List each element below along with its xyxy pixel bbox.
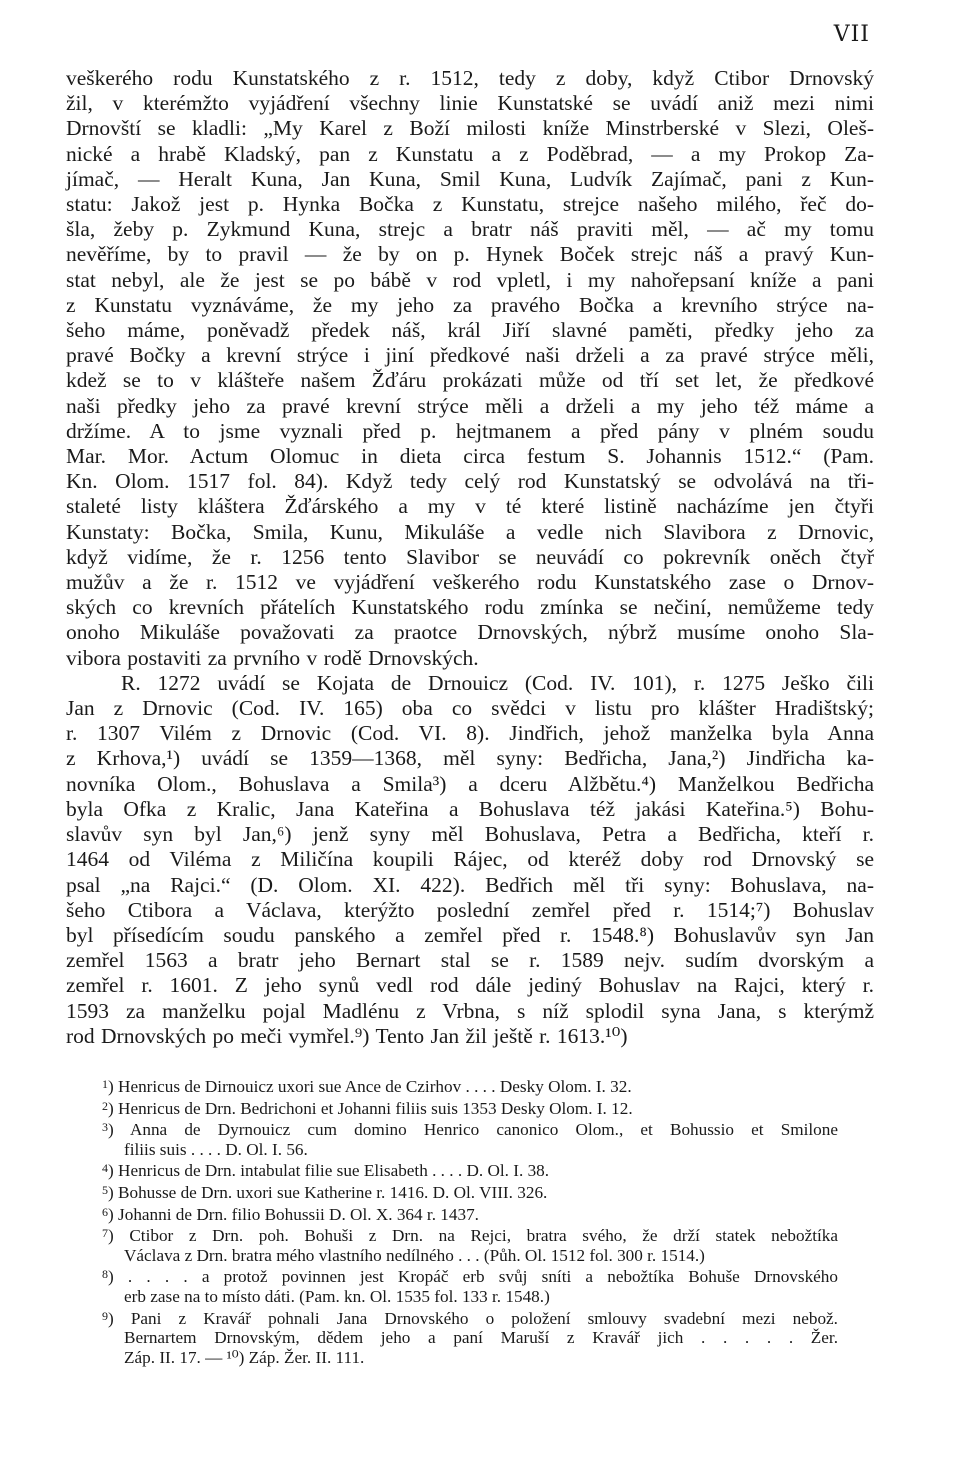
text-line: šla, žeby p. Zykmund Kuna, strejc a bratr náš praviti měl, — ač my tomu (66, 217, 874, 242)
footnote-text: filiis suis . . . . D. Ol. I. 56. (124, 1139, 308, 1159)
text-line: vibora postaviti za prvního v rodě Drnovských. (66, 645, 479, 670)
footnote-text: Henricus de Dirnouicz uxori sue Ance de Czirhov . . . . Desky Olom. I. 32. (118, 1077, 632, 1096)
text-line: šeho máme, poněvadž předek náš, král Jiří slavné paměti, předky jeho za (66, 318, 874, 343)
footnote-mark: 9 (102, 1308, 108, 1323)
text-line: naši předky jeho za pravé krevní strýce měli a drželi a my jeho též máme a (66, 393, 874, 418)
footnote-line: $^5$) Bohusse de Drn. uxori sue Katherine r. 1416. D. Ol. VIII. 326. (102, 1182, 548, 1202)
footnote-text: Henricus de Drn. intabulat filie sue Elisabeth . . . . D. Ol. I. 38. (118, 1161, 550, 1181)
footnote-line (102, 1140, 838, 1160)
text-line: rod Drnovských po meči vymřel.⁹) Tento Jan žil ještě r. 1613.¹⁰) (66, 1023, 628, 1048)
text-line: žil, v kterémžto vyjádření všechny linie Kunstatské se uvádí aniž mezi nimi (66, 91, 874, 116)
footnote-mark: 7 (102, 1226, 108, 1241)
footnote-mark: 8 (102, 1267, 108, 1282)
text-line: onoho Mikuláše považovati za praotce Drnovských, nýbrž musíme onoho Sla- (66, 620, 874, 645)
text-line: Jan z Drnovic (Cod. IV. 165) oba co svědci v listu pro klášter Hradištský; (66, 696, 874, 721)
footnote-mark: 1 (102, 1077, 108, 1091)
text-line: Kn. Olom. 1517 fol. 84). Když tedy celý rod Kunstatský se odvolává na tři- (66, 469, 874, 494)
footnote-text: . . . . a protož povinnen jest Kropáč erb svůj sníti a nebožtíka Bohuše Drnovského (127, 1267, 838, 1287)
text-line: R. 1272 uvádí se Kojata de Drnouicz (Cod. IV. 101), r. 1275 Ješko čili (121, 670, 874, 695)
footnote-line: $^9$) Pani z Kravář pohnali Jana Drnovského o položení smlouvy svadební mezi nebož. (102, 1308, 838, 1328)
footnote-mark: 5 (102, 1182, 108, 1197)
text-line: 1593 za manželku pojal Madlénu z Vrbna, s níž splodil syna Jana, s kterýmž (66, 998, 874, 1023)
text-line: kdež se to v klášteře našem Žďáru prokázati může od tří set let, že předkové (66, 368, 874, 393)
footnote-line: $^6$) Johanni de Drn. filio Bohussii D. Ol. X. 364 r. 1437. (102, 1204, 479, 1224)
text-line: slavův syn byl Jan,⁶) jenž syny měl Bohuslava, Petra a Bedřicha, kteří r. (66, 822, 874, 847)
text-line: jímač, — Heralt Kuna, Jan Kuna, Smil Kuna, Ludvík Zajímač, pani z Kun- (66, 166, 874, 191)
text-line: ských co krevních přátelích Kunstatského rodu zmínka se nečiní, nemůžeme tedy (66, 595, 874, 620)
text-line: Drnovští se kladli: „My Karel z Boží milosti kníže Minstrberské v Slezi, Oleš- (66, 116, 874, 141)
text-line: psal „na Rajci.“ (D. Olom. XI. 422). Bedřich měl tři syny: Bohuslava, na- (66, 872, 874, 897)
text-line: byla Ofka z Kralic, Jana Kateřina a Bohuslava též jakási Kateřina.⁵) Bohu- (66, 796, 874, 821)
footnote-text: Bernartem Drnovským, dědem jeho a paní Maruší z Kravář jich . . . . . Žer. (124, 1328, 838, 1348)
footnote-line: $^7$) Ctibor z Drn. poh. Bohuši z Drn. na Rejci, bratra svého, že drží statek nebožtíka (102, 1226, 838, 1246)
text-line: zemřel 1563 a bratr jeho Bernart stal se r. 1589 nejv. sudím dvorským a (66, 948, 874, 973)
text-line: veškerého rodu Kunstatského z r. 1512, tedy z doby, když Ctibor Drnovský (66, 66, 874, 90)
text-line: byl přísedícím soudu panského a zemřel před r. 1548.⁸) Bohuslavův syn Jan (66, 922, 874, 947)
text-line: nické a hrabě Kladský, pan z Kunstatu a z Poděbrad, — a my Prokop Za- (66, 141, 874, 166)
footnotes (102, 1075, 838, 1367)
footnote-text: Johanni de Drn. filio Bohussii D. Ol. X. 364 r. 1437. (118, 1204, 479, 1224)
text-line: když vidíme, že r. 1256 tento Slavibor se neuvádí co pokrevník oněch čtyř (66, 544, 874, 569)
text-line: Mar. Mor. Actum Olomuc in dieta circa festum S. Johannis 1512.“ (Pam. (66, 444, 874, 469)
footnote-line: $^1$) Henricus de Dirnouicz uxori sue Ance de Czirhov . . . . Desky Olom. I. 32. (102, 1077, 632, 1096)
footnote-line (102, 1328, 838, 1348)
text-line: staleté listy kláštera Žďárského a my v té které listině nacházíme jen čtyři (66, 494, 874, 519)
text-line: zemřel r. 1601. Z jeho synů vedl rod dále jediný Bohuslav na Rajci, který r. (66, 973, 874, 998)
footnote-text: Ctibor z Drn. poh. Bohuši z Drn. na Rejci, bratra svého, že drží statek nebožtíka (129, 1226, 838, 1246)
footnote-text: Bohusse de Drn. uxori sue Katherine r. 1416. D. Ol. VIII. 326. (118, 1182, 548, 1202)
footnote-line (102, 1348, 838, 1368)
footnote-mark: 3 (102, 1120, 108, 1135)
footnote-line (102, 1287, 838, 1307)
footnote-mark: 6 (102, 1204, 108, 1219)
text-line: Kunstaty: Bočka, Smila, Kunu, Mikuláše a vedle nich Slavibora z Drnovic, (66, 519, 874, 544)
footnote-line: $^4$) Henricus de Drn. intabulat filie sue Elisabeth . . . . D. Ol. I. 38. (102, 1161, 550, 1181)
main-text (66, 66, 874, 1049)
text-line: z Krhova,¹) uvádí se 1359—1368, měl syny: Bedřicha, Jana,²) Jindřicha ka- (66, 746, 874, 771)
page-number: VII (833, 22, 870, 47)
footnote-line: $^3$) Anna de Dyrnouicz cum domino Henrico canonico Olom., et Bohussio et Smilone (102, 1120, 838, 1140)
text-line: pravé Bočky a krevní strýce i jiní předkové naši drželi a za pravé strýce měli, (66, 343, 874, 368)
text-line: šeho Ctibora a Václava, kterýžto poslední zemřel před r. 1514;⁷) Bohuslav (66, 897, 874, 922)
text-line: 1464 od Viléma z Miličína koupili Rájec, od kteréž doby rod Drnovský se (66, 847, 874, 872)
footnote-line (102, 1246, 838, 1266)
text-line: r. 1307 Vilém z Drnovic (Cod. VI. 8). Jindřich, jehož manželka byla Anna (66, 721, 874, 746)
text-line: stat nebyl, ale že jest se po bábě v rod vpletl, i my nahořepsaní kníže a pani (66, 267, 874, 292)
footnote-mark: 2 (102, 1098, 108, 1113)
text-line: z Kunstatu vyznáváme, že my jeho za pravého Bočka a krevního strýce na- (66, 292, 874, 317)
footnote-text: Henricus de Drn. Bedrichoni et Johanni filiis suis 1353 Desky Olom. I. 12. (118, 1098, 633, 1118)
footnote-text: Pani z Kravář pohnali Jana Drnovského o položení smlouvy svadební mezi nebož. (130, 1308, 838, 1328)
footnote-mark: 4 (102, 1161, 108, 1176)
text-line: novníka Olom., Bohuslava a Smila³) a dceru Alžbětu.⁴) Manželkou Bedřicha (66, 771, 874, 796)
text-line: statu: Jakož jest p. Hynka Bočka z Kunstatu, strejce našeho milého, řeč do- (66, 192, 874, 217)
footnote-text: erb zase na to místo dáti. (Pam. kn. Ol. 1535 fol. 133 r. 1548.) (124, 1286, 550, 1306)
footnote-line: $^2$) Henricus de Drn. Bedrichoni et Johanni filiis suis 1353 Desky Olom. I. 12. (102, 1098, 633, 1118)
text-line: držíme. A to jsme vyznali před p. hejtmanem a před pány v plném soudu (66, 418, 874, 443)
footnote-line: $^8$) . . . . a protož povinnen jest Kropáč erb svůj sníti a nebožtíka Bohuše Drnovského (102, 1267, 838, 1287)
text-line: mužův a že r. 1512 ve vyjádření veškerého rodu Kunstatského zase o Drnov- (66, 570, 874, 595)
footnote-text: Záp. II. 17. — ¹⁰) Záp. Žer. II. 111. (124, 1347, 365, 1367)
footnote-text: Václava z Drn. bratra mého vlastního nedílného . . . (Půh. Ol. 1512 fol. 300 r. 1514.) (124, 1245, 705, 1265)
footnote-text: Anna de Dyrnouicz cum domino Henrico canonico Olom., et Bohussio et Smilone (129, 1120, 838, 1140)
text-line: nevěříme, by to pravil — že by on p. Hynek Boček strejc náš a pravý Kun- (66, 242, 874, 267)
